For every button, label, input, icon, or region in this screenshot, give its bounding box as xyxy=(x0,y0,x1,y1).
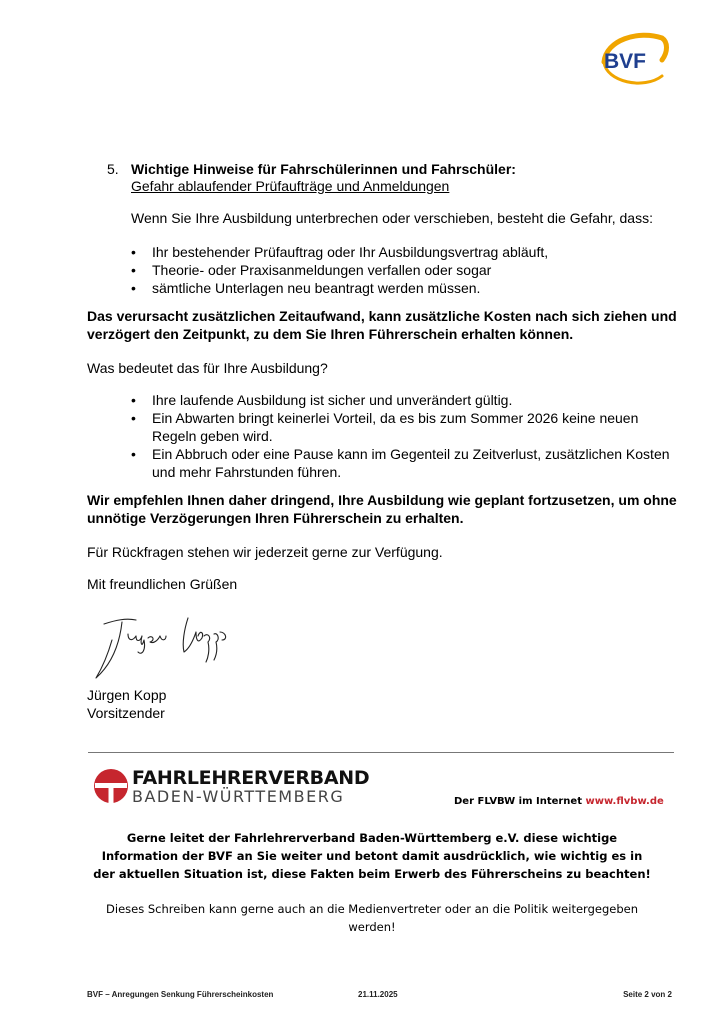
closing-greeting: Mit freundlichen Grüßen xyxy=(87,576,238,592)
association-internet xyxy=(454,796,664,807)
bullet-icon: • xyxy=(131,392,136,408)
association-region: BADEN-WÜRTTEMBERG xyxy=(132,787,345,806)
bullet-icon: • xyxy=(131,410,136,426)
warning-paragraph: Das verursacht zusätzlichen Zeitaufwand, kann zusätzliche Kosten nach sich ziehen und verzögert den Zeitpunkt, zu dem Sie Ihren Führerschein erhalten können. xyxy=(87,308,677,342)
risk-list xyxy=(131,243,671,297)
section-subtitle: Gefahr ablaufender Prüfaufträge und Anmeldungen xyxy=(131,178,450,194)
footer-page-number: Seite 2 von 2 xyxy=(623,990,672,999)
association-link[interactable]: www.flvbw.de xyxy=(585,796,664,807)
list-item: • Ihr bestehender Prüfauftrag oder Ihr Ausbildungsvertrag abläuft, xyxy=(131,244,549,260)
list-item: • Ihre laufende Ausbildung ist sicher und unverändert gültig. xyxy=(131,392,513,408)
section-title: Wichtige Hinweise für Fahrschülerinnen und Fahrschüler: xyxy=(131,161,516,177)
footer-date: 21.11.2025 xyxy=(358,990,398,999)
bullet-icon: • xyxy=(131,244,136,260)
contact-paragraph: Für Rückfragen stehen wir jederzeit gerne zur Verfügung. xyxy=(87,544,443,560)
bvf-logo-icon xyxy=(598,30,670,90)
bvf-logo xyxy=(598,30,670,95)
handwritten-signature xyxy=(92,610,232,687)
bullet-icon: • xyxy=(131,262,136,278)
list-item: • sämtliche Unterlagen neu beantragt werden müssen. xyxy=(131,280,481,296)
association-name: FAHRLEHRERVERBAND xyxy=(132,767,370,789)
section-number: 5. xyxy=(107,161,119,177)
divider xyxy=(88,752,674,753)
bullet-icon: • xyxy=(131,446,136,462)
recommendation-paragraph: Wir empfehlen Ihnen daher dringend, Ihre Ausbildung wie geplant fortzusetzen, um ohne unnötige Verzögerungen Ihren Führerschein zu erhalten. xyxy=(87,492,677,526)
answer-list xyxy=(131,391,671,481)
list-item: • Theorie- oder Praxisanmeldungen verfallen oder sogar xyxy=(131,262,492,278)
question-paragraph: Was bedeutet das für Ihre Ausbildung? xyxy=(87,360,328,376)
footer-document-title: BVF – Anregungen Senkung Führerscheinkosten xyxy=(87,990,274,999)
signatory-role: Vorsitzender xyxy=(87,705,165,721)
section-intro: Wenn Sie Ihre Ausbildung unterbrechen oder verschieben, besteht die Gefahr, dass: xyxy=(131,210,653,226)
list-item: • Ein Abwarten bringt keinerlei Vorteil, da es bis zum Sommer 2026 keine neuen Regeln geben wird. xyxy=(131,410,639,444)
internet-label: Der FLVBW im Internet xyxy=(454,796,582,807)
media-note: Dieses Schreiben kann gerne auch an die Medienvertreter oder an die Politik weitergegeben werden! xyxy=(106,902,638,934)
forwarding-notice: Gerne leitet der Fahrlehrerverband Baden-Württemberg e.V. diese wichtige Information der BVF an Sie weiter und betont damit ausdrücklich, wie wichtig es in der aktuellen Situation ist, diese Fakten beim Erwerb des Führerscheins zu beachten! xyxy=(93,831,651,881)
signatory-name: Jürgen Kopp xyxy=(87,687,167,703)
bullet-icon: • xyxy=(131,280,136,296)
svg-text:BVF: BVF xyxy=(604,50,646,73)
flvbw-logo-icon xyxy=(93,768,129,809)
list-item: • Ein Abbruch oder eine Pause kann im Gegenteil zu Zeitverlust, zusätzlichen Kosten und mehr Fahrstunden führen. xyxy=(131,446,670,480)
